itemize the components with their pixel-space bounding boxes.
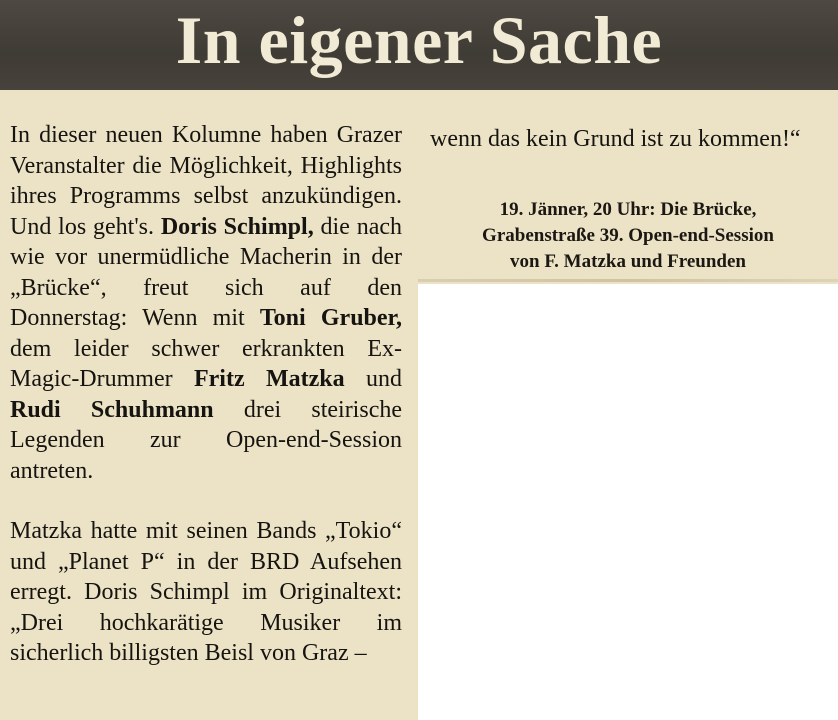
article-right-column <box>430 124 822 155</box>
text-run: dem leider schwer erkrankten Ex-Magic-Drummer <box>10 335 402 392</box>
text-run: drei steirische Legenden zur Open-end-Session antreten. <box>10 396 402 484</box>
text-run: und <box>344 366 402 392</box>
article-paragraph-1 <box>10 120 402 486</box>
text-run: die nach wie vor unermüdliche Macherin in der „Brücke“, freut sich auf den Donnerstag: Wenn mit <box>10 213 403 331</box>
event-info-line-1: 19. Jänner, 20 Uhr: Die Brücke, <box>499 199 757 220</box>
column-divider-rule <box>418 279 838 282</box>
bold-name: Doris Schimpl, <box>160 213 314 240</box>
bold-name: Fritz Matzka <box>193 366 345 392</box>
event-info <box>430 197 826 275</box>
text-run: In dieser neuen Kolumne haben Grazer Veranstalter die Möglichkeit, Highlights ihres Programms selbst anzukündigen. Und los geht's. <box>10 122 402 240</box>
article-paragraph-2: Matzka hatte mit seinen Bands „Tokio“ und „Planet P“ in der BRD Aufsehen erregt. Doris Schimpl im Originaltext: „Drei hochkarätige Musiker im sicherlich billigsten Beisl von Graz – <box>10 518 402 666</box>
event-info-line-3: von F. Matzka und Freunden <box>510 251 746 272</box>
event-info-line-2: Grabenstraße 39. Open-end-Session <box>482 225 774 246</box>
article-paragraph-3: wenn das kein Grund ist zu kommen!“ <box>430 126 801 152</box>
article-left-column <box>10 120 402 669</box>
bold-name: Rudi Schuhmann <box>10 396 214 423</box>
bold-name: Toni Gruber, <box>259 305 402 331</box>
headline: In eigener Sache <box>175 2 663 78</box>
